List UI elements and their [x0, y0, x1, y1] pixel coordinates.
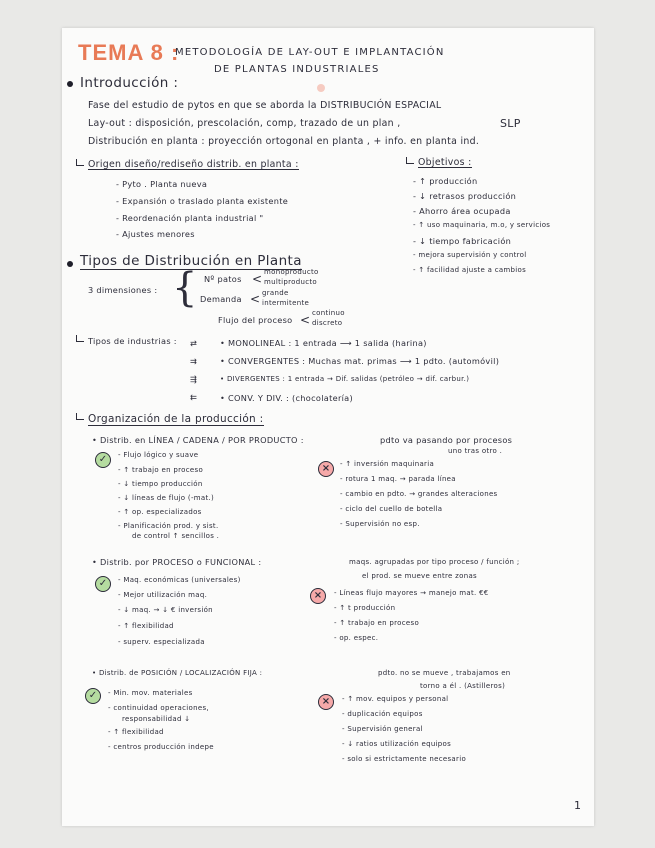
page-subtitle-line1: METODOLOGÍA DE LAY-OUT E IMPLANTACIÓN	[175, 47, 445, 58]
hook-arrow-icon	[406, 157, 414, 164]
industrias-heading: Tipos de industrias :	[88, 336, 177, 346]
dim-demanda-opt: grande	[262, 289, 289, 297]
check-icon: ✓	[95, 452, 111, 468]
proceso-con: - Líneas flujo mayores → manejo mat. €€	[334, 589, 489, 597]
dim-flujo: Flujo del proceso	[218, 315, 293, 325]
dim-patos: Nº patos	[204, 274, 242, 284]
intro-heading: Introducción :	[80, 75, 179, 91]
branch-symbol: <	[300, 313, 311, 327]
notebook-page	[62, 28, 594, 826]
cross-icon: ×	[310, 588, 326, 604]
objetivos-item: - ↑ producción	[413, 176, 478, 186]
origen-item: - Ajustes menores	[116, 229, 195, 239]
intro-slp-tag: SLP	[500, 117, 521, 130]
fija-con: - Supervisión general	[342, 725, 423, 733]
linea-pro: de control ↑ sencillos .	[132, 532, 220, 540]
section-bullet	[67, 81, 73, 87]
linea-con: - rotura 1 maq. → parada línea	[340, 475, 456, 483]
proceso-pro: - Mejor utilización maq.	[118, 591, 208, 599]
organizacion-heading: Organización de la producción :	[88, 413, 264, 425]
linea-con: - ↑ inversión maquinaria	[340, 460, 435, 468]
ink-mark	[317, 84, 325, 92]
proceso-note: maqs. agrupadas por tipo proceso / función ;	[349, 558, 520, 566]
linea-note: pdto va pasando por procesos	[380, 435, 513, 445]
fija-pro: - centros producción indepe	[108, 743, 214, 751]
proceso-con: - op. espec.	[334, 634, 379, 642]
fija-pro: - ↑ flexibilidad	[108, 728, 164, 736]
proceso-pro: - ↓ maq. → ↓ € inversión	[118, 606, 213, 614]
flow-symbol-icon: ⇉	[190, 356, 198, 366]
dim-demanda-opt: intermitente	[262, 299, 310, 307]
objetivos-item: - ↓ tiempo fabricación	[413, 236, 512, 246]
linea-pro: - ↓ tiempo producción	[118, 480, 203, 488]
proceso-con: - ↑ t producción	[334, 604, 396, 612]
origen-item: - Pyto . Planta nueva	[116, 179, 208, 189]
dim-patos-opt: monoproducto	[264, 268, 319, 276]
page-title: TEMA 8 :	[78, 40, 180, 65]
fija-pro: - continuidad operaciones,	[108, 704, 209, 712]
objetivos-item: - ↓ retrasos producción	[413, 191, 517, 201]
proceso-pro: - Maq. económicas (universales)	[118, 576, 241, 584]
proceso-note: el prod. se mueve entre zonas	[362, 572, 478, 580]
industria-row: • DIVERGENTES : 1 entrada → Dif. salidas (petróleo → dif. carbur.)	[220, 375, 470, 383]
linea-note: uno tras otro .	[448, 447, 503, 455]
page-subtitle-line2: DE PLANTAS INDUSTRIALES	[214, 64, 380, 75]
objetivos-heading: Objetivos :	[418, 157, 472, 168]
proceso-heading: • Distrib. por PROCESO o FUNCIONAL :	[92, 557, 262, 567]
industria-row: • CONVERGENTES : Muchas mat. primas ⟶ 1 pdto. (automóvil)	[220, 356, 500, 366]
proceso-pro: - ↑ flexibilidad	[118, 622, 174, 630]
page-number: 1	[574, 799, 582, 812]
fija-pro: - Min. mov. materiales	[108, 689, 193, 697]
branch-symbol: <	[250, 292, 261, 306]
linea-con: - ciclo del cuello de botella	[340, 505, 443, 513]
brace-symbol: {	[172, 265, 198, 311]
check-icon: ✓	[95, 576, 111, 592]
hook-arrow-icon	[76, 159, 84, 166]
linea-pro: - ↑ trabajo en proceso	[118, 466, 204, 474]
origen-item: - Reordenación planta industrial "	[116, 213, 264, 223]
fija-note: pdto. no se mueve , trabajamos en	[378, 669, 511, 677]
section-bullet	[67, 261, 73, 267]
linea-con: - cambio en pdto. → grandes alteraciones	[340, 490, 498, 498]
tipos-heading: Tipos de Distribución en Planta	[80, 253, 302, 269]
fija-note: torno a él . (Astilleros)	[420, 682, 506, 690]
fija-con: - solo si estrictamente necesario	[342, 755, 467, 763]
industria-row: • MONOLINEAL : 1 entrada ⟶ 1 salida (harina)	[220, 338, 427, 348]
proceso-con: - ↑ trabajo en proceso	[334, 619, 420, 627]
linea-pro: - Flujo lógico y suave	[118, 451, 199, 459]
intro-line-3: Distribución en planta : proyección ortogonal en planta , + info. en planta ind.	[88, 136, 480, 147]
linea-pro: - ↓ líneas de flujo (-mat.)	[118, 494, 215, 502]
dim-demanda: Demanda	[200, 294, 242, 304]
fija-con: - duplicación equipos	[342, 710, 423, 718]
dim-flujo-opt: discreto	[312, 319, 343, 327]
hook-arrow-icon	[76, 335, 84, 342]
dim-flujo-opt: continuo	[312, 309, 345, 317]
objetivos-item: - Ahorro área ocupada	[413, 206, 511, 216]
intro-line-2: Lay-out : disposición, prescolación, comp, trazado de un plan ,	[88, 118, 401, 129]
objetivos-item: - ↑ uso maquinaria, m.o, y servicios	[413, 221, 551, 229]
fija-heading: • Distrib. de POSICIÓN / LOCALIZACIÓN FIJA :	[92, 669, 263, 677]
flow-symbol-icon: ⇶	[190, 374, 198, 384]
dims-label: 3 dimensiones :	[88, 285, 158, 295]
flow-symbol-icon: ⇇	[190, 392, 198, 402]
objetivos-item: - ↑ facilidad ajuste a cambios	[413, 266, 527, 274]
check-icon: ✓	[85, 688, 101, 704]
proceso-pro: - superv. especializada	[118, 638, 205, 646]
hook-arrow-icon	[76, 413, 84, 420]
flow-symbol-icon: ⇄	[190, 338, 198, 348]
linea-pro: - Planificación prod. y sist.	[118, 522, 219, 530]
dim-patos-opt: multiproducto	[264, 278, 317, 286]
cross-icon: ×	[318, 694, 334, 710]
origen-item: - Expansión o traslado planta existente	[116, 196, 289, 206]
cross-icon: ×	[318, 461, 334, 477]
objetivos-item: - mejora supervisión y control	[413, 251, 527, 259]
intro-line-1: Fase del estudio de pytos en que se aborda la DISTRIBUCIÓN ESPACIAL	[88, 100, 442, 111]
fija-con: - ↑ mov. equipos y personal	[342, 695, 449, 703]
linea-con: - Supervisión no esp.	[340, 520, 420, 528]
fija-pro: responsabilidad ↓	[122, 715, 191, 723]
linea-pro: - ↑ op. especializados	[118, 508, 202, 516]
fija-con: - ↓ ratios utilización equipos	[342, 740, 452, 748]
linea-heading: • Distrib. en LÍNEA / CADENA / POR PRODUCTO :	[92, 435, 304, 445]
branch-symbol: <	[252, 272, 263, 286]
origen-heading: Origen diseño/rediseño distrib. en planta :	[88, 159, 299, 170]
industria-row: • CONV. Y DIV. : (chocolatería)	[220, 393, 353, 403]
